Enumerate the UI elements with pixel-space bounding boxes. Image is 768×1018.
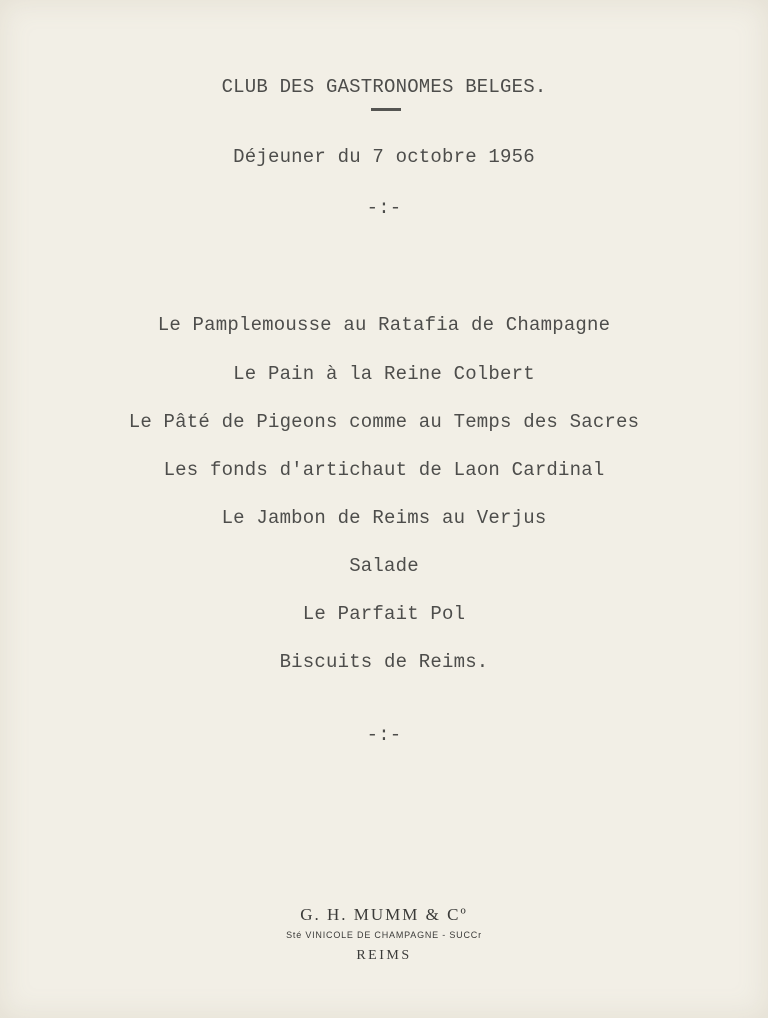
menu-item-artichauts: Les fonds d'artichaut de Laon Cardinal [163,459,605,481]
footer-city: REIMS [356,948,412,963]
menu-item-salade: Salade [349,555,419,577]
occasion-date: Déjeuner du 7 octobre 1956 [233,146,535,168]
club-title: CLUB DES GASTRONOMES BELGES. [221,76,547,98]
menu-item-pate-pigeons: Le Pâté de Pigeons comme au Temps des Sacres [128,411,640,433]
separator-bottom: -:- [366,724,402,746]
footer-house-name: G. H. MUMM & Cº [300,905,468,924]
menu-item-pain-reine: Le Pain à la Reine Colbert [233,363,535,385]
separator-top: -:- [366,197,402,219]
footer-company-line: Sté VINICOLE DE CHAMPAGNE - SUCCr [286,930,482,940]
menu-item-parfait: Le Parfait Pol [302,603,466,625]
menu-item-jambon: Le Jambon de Reims au Verjus [221,507,547,529]
menu-item-biscuits: Biscuits de Reims. [279,651,489,673]
title-underline [371,108,401,111]
menu-item-grapefruit: Le Pamplemousse au Ratafia de Champagne [157,314,611,336]
